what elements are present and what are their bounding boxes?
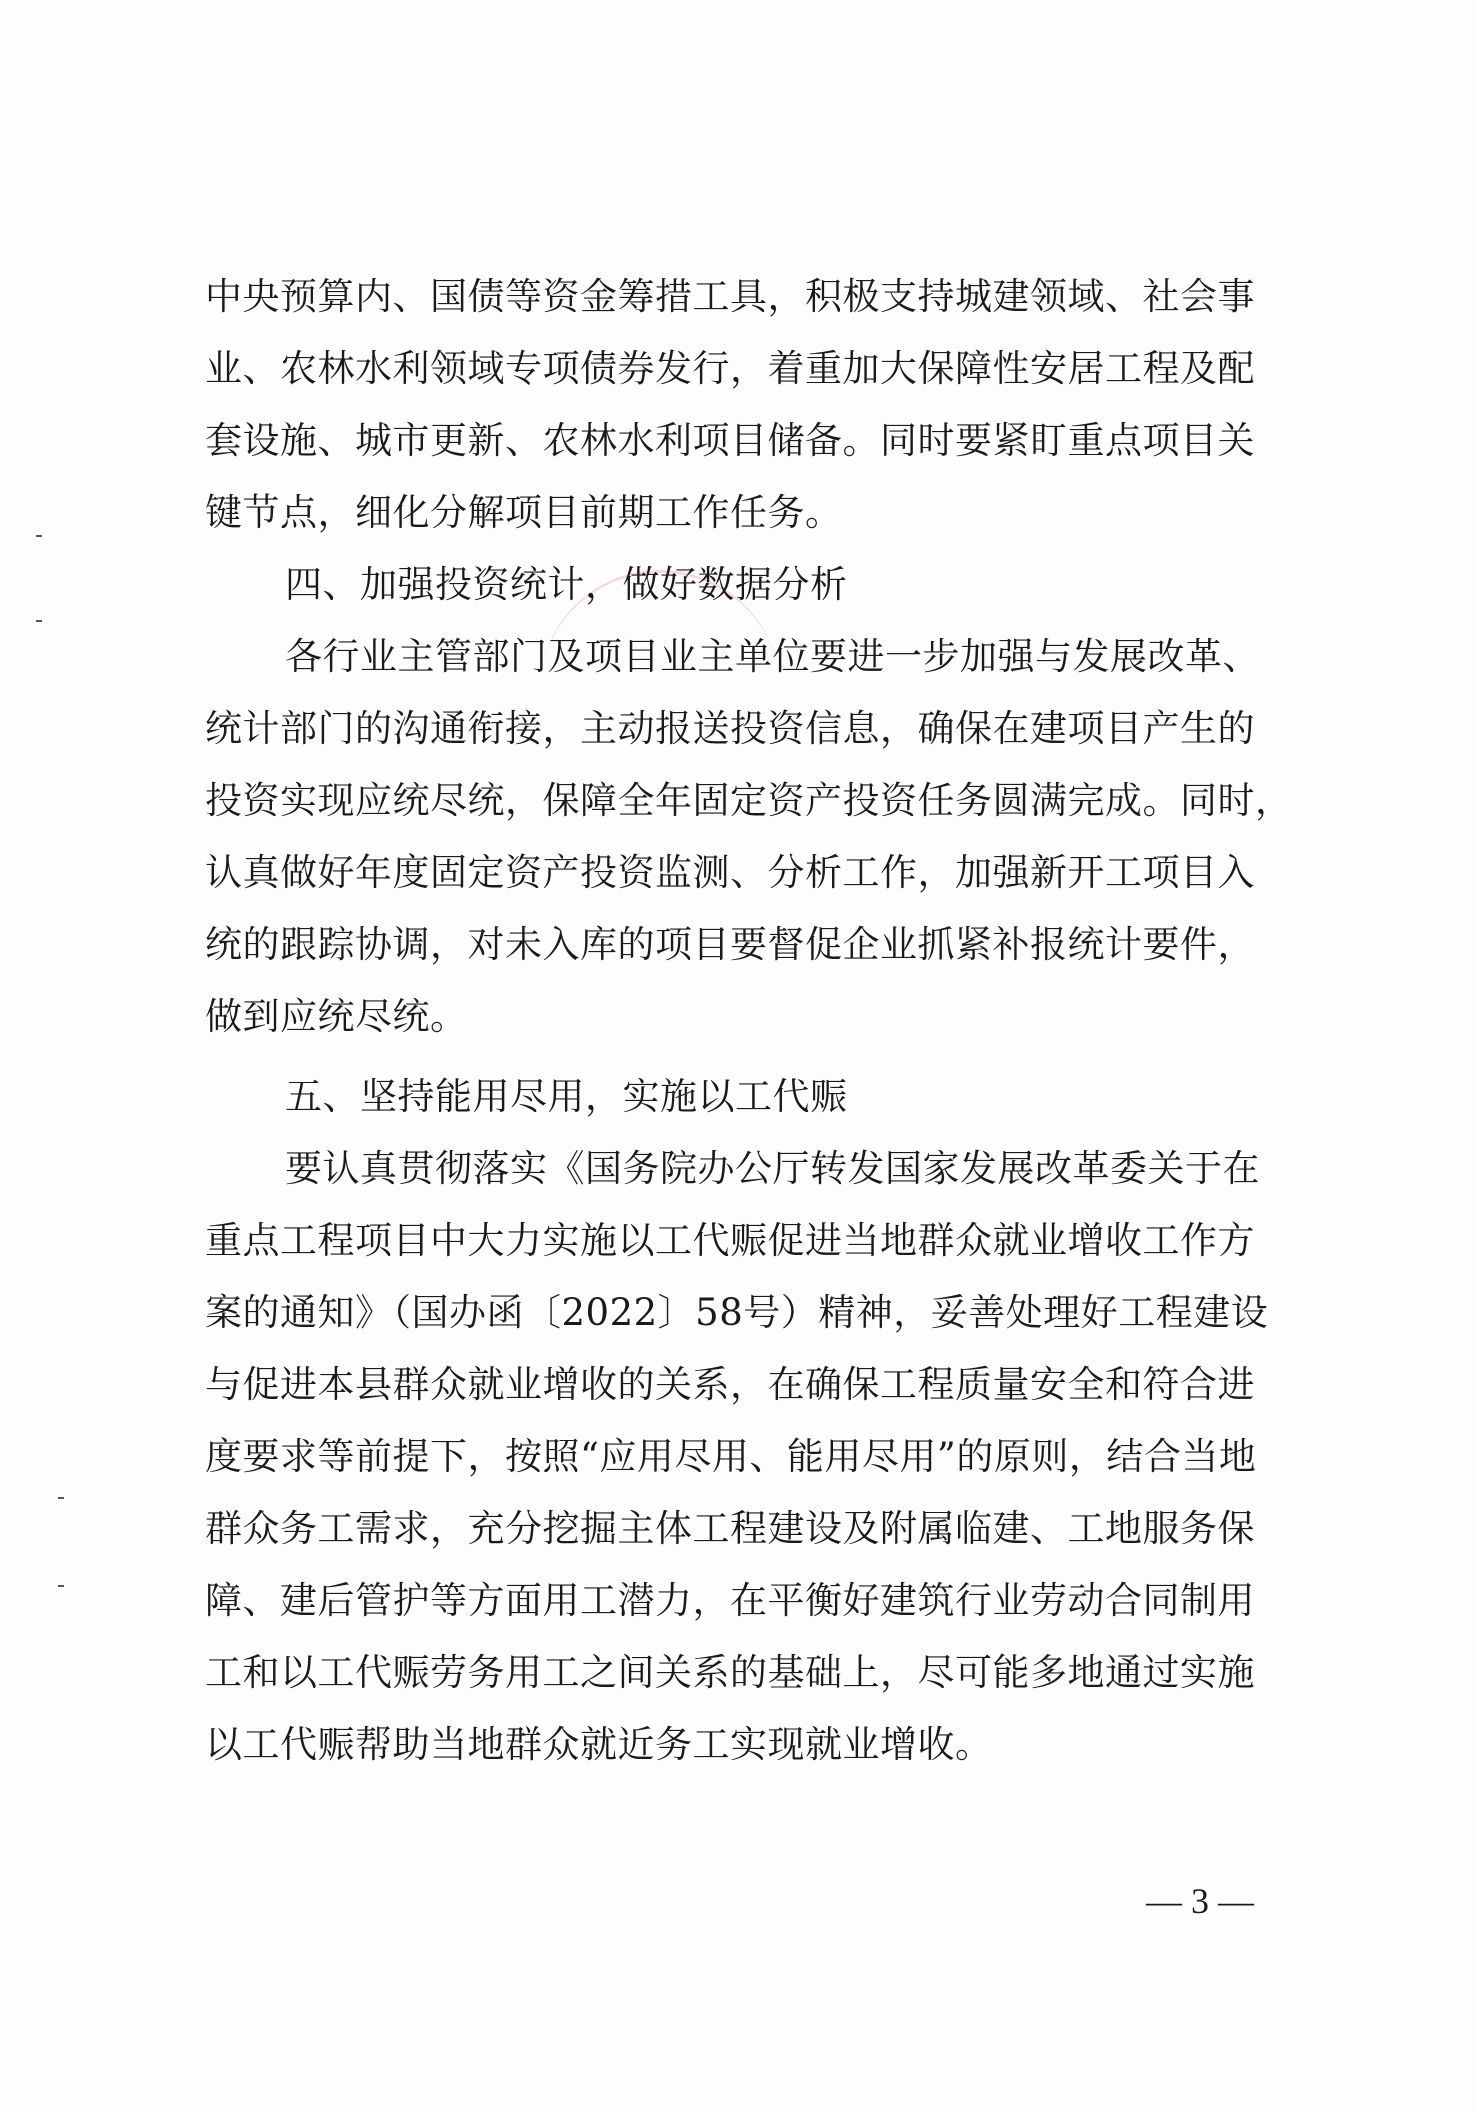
body-line: 以工代赈帮助当地群众就近务工实现就业增收。: [205, 1723, 993, 1766]
body-line: 统计部门的沟通衔接，主动报送投资信息，确保在建项目产生的: [205, 707, 1255, 750]
body-line: 做到应统尽统。: [205, 995, 468, 1038]
body-line: 要认真贯彻落实《国务院办公厅转发国家发展改革委关于在: [285, 1147, 1260, 1190]
scan-speck: [58, 1585, 64, 1587]
body-line: 案的通知》（国办函〔2022〕58号）精神，妥善处理好工程建设: [205, 1291, 1269, 1334]
body-line: 认真做好年度固定资产投资监测、分析工作，加强新开工项目入: [205, 851, 1255, 894]
body-line: 障、建后管护等方面用工潜力，在平衡好建筑行业劳动合同制用: [205, 1579, 1255, 1622]
body-line: 投资实现应统尽统，保障全年固定资产投资任务圆满完成。同时，: [205, 779, 1293, 822]
body-line: 重点工程项目中大力实施以工代赈促进当地群众就业增收工作方: [205, 1219, 1255, 1262]
body-line: 工和以工代赈劳务用工之间关系的基础上，尽可能多地通过实施: [205, 1651, 1255, 1694]
section-heading-4: 四、加强投资统计，做好数据分析: [285, 563, 848, 606]
body-line: 各行业主管部门及项目业主单位要进一步加强与发展改革、: [285, 635, 1260, 678]
body-line: 键节点，细化分解项目前期工作任务。: [205, 491, 843, 534]
scan-speck: [36, 535, 42, 537]
body-line: 度要求等前提下，按照“应用尽用、能用尽用”的原则，结合当地: [205, 1435, 1257, 1478]
scan-speck: [36, 620, 42, 622]
body-line: 中央预算内、国债等资金筹措工具，积极支持城建领域、社会事: [205, 275, 1255, 318]
page-number: — 3 —: [1146, 1881, 1254, 1921]
body-line: 与促进本县群众就业增收的关系，在确保工程质量安全和符合进: [205, 1363, 1255, 1406]
body-line: 统的跟踪协调，对未入库的项目要督促企业抓紧补报统计要件，: [205, 923, 1255, 966]
body-line: 群众务工需求，充分挖掘主体工程建设及附属临建、工地服务保: [205, 1507, 1255, 1550]
body-line: 业、农林水利领域专项债券发行，着重加大保障性安居工程及配: [205, 347, 1255, 390]
scan-speck: [58, 1497, 64, 1499]
section-heading-5: 五、坚持能用尽用，实施以工代赈: [285, 1075, 848, 1118]
body-line: 套设施、城市更新、农林水利项目储备。同时要紧盯重点项目关: [205, 419, 1255, 462]
